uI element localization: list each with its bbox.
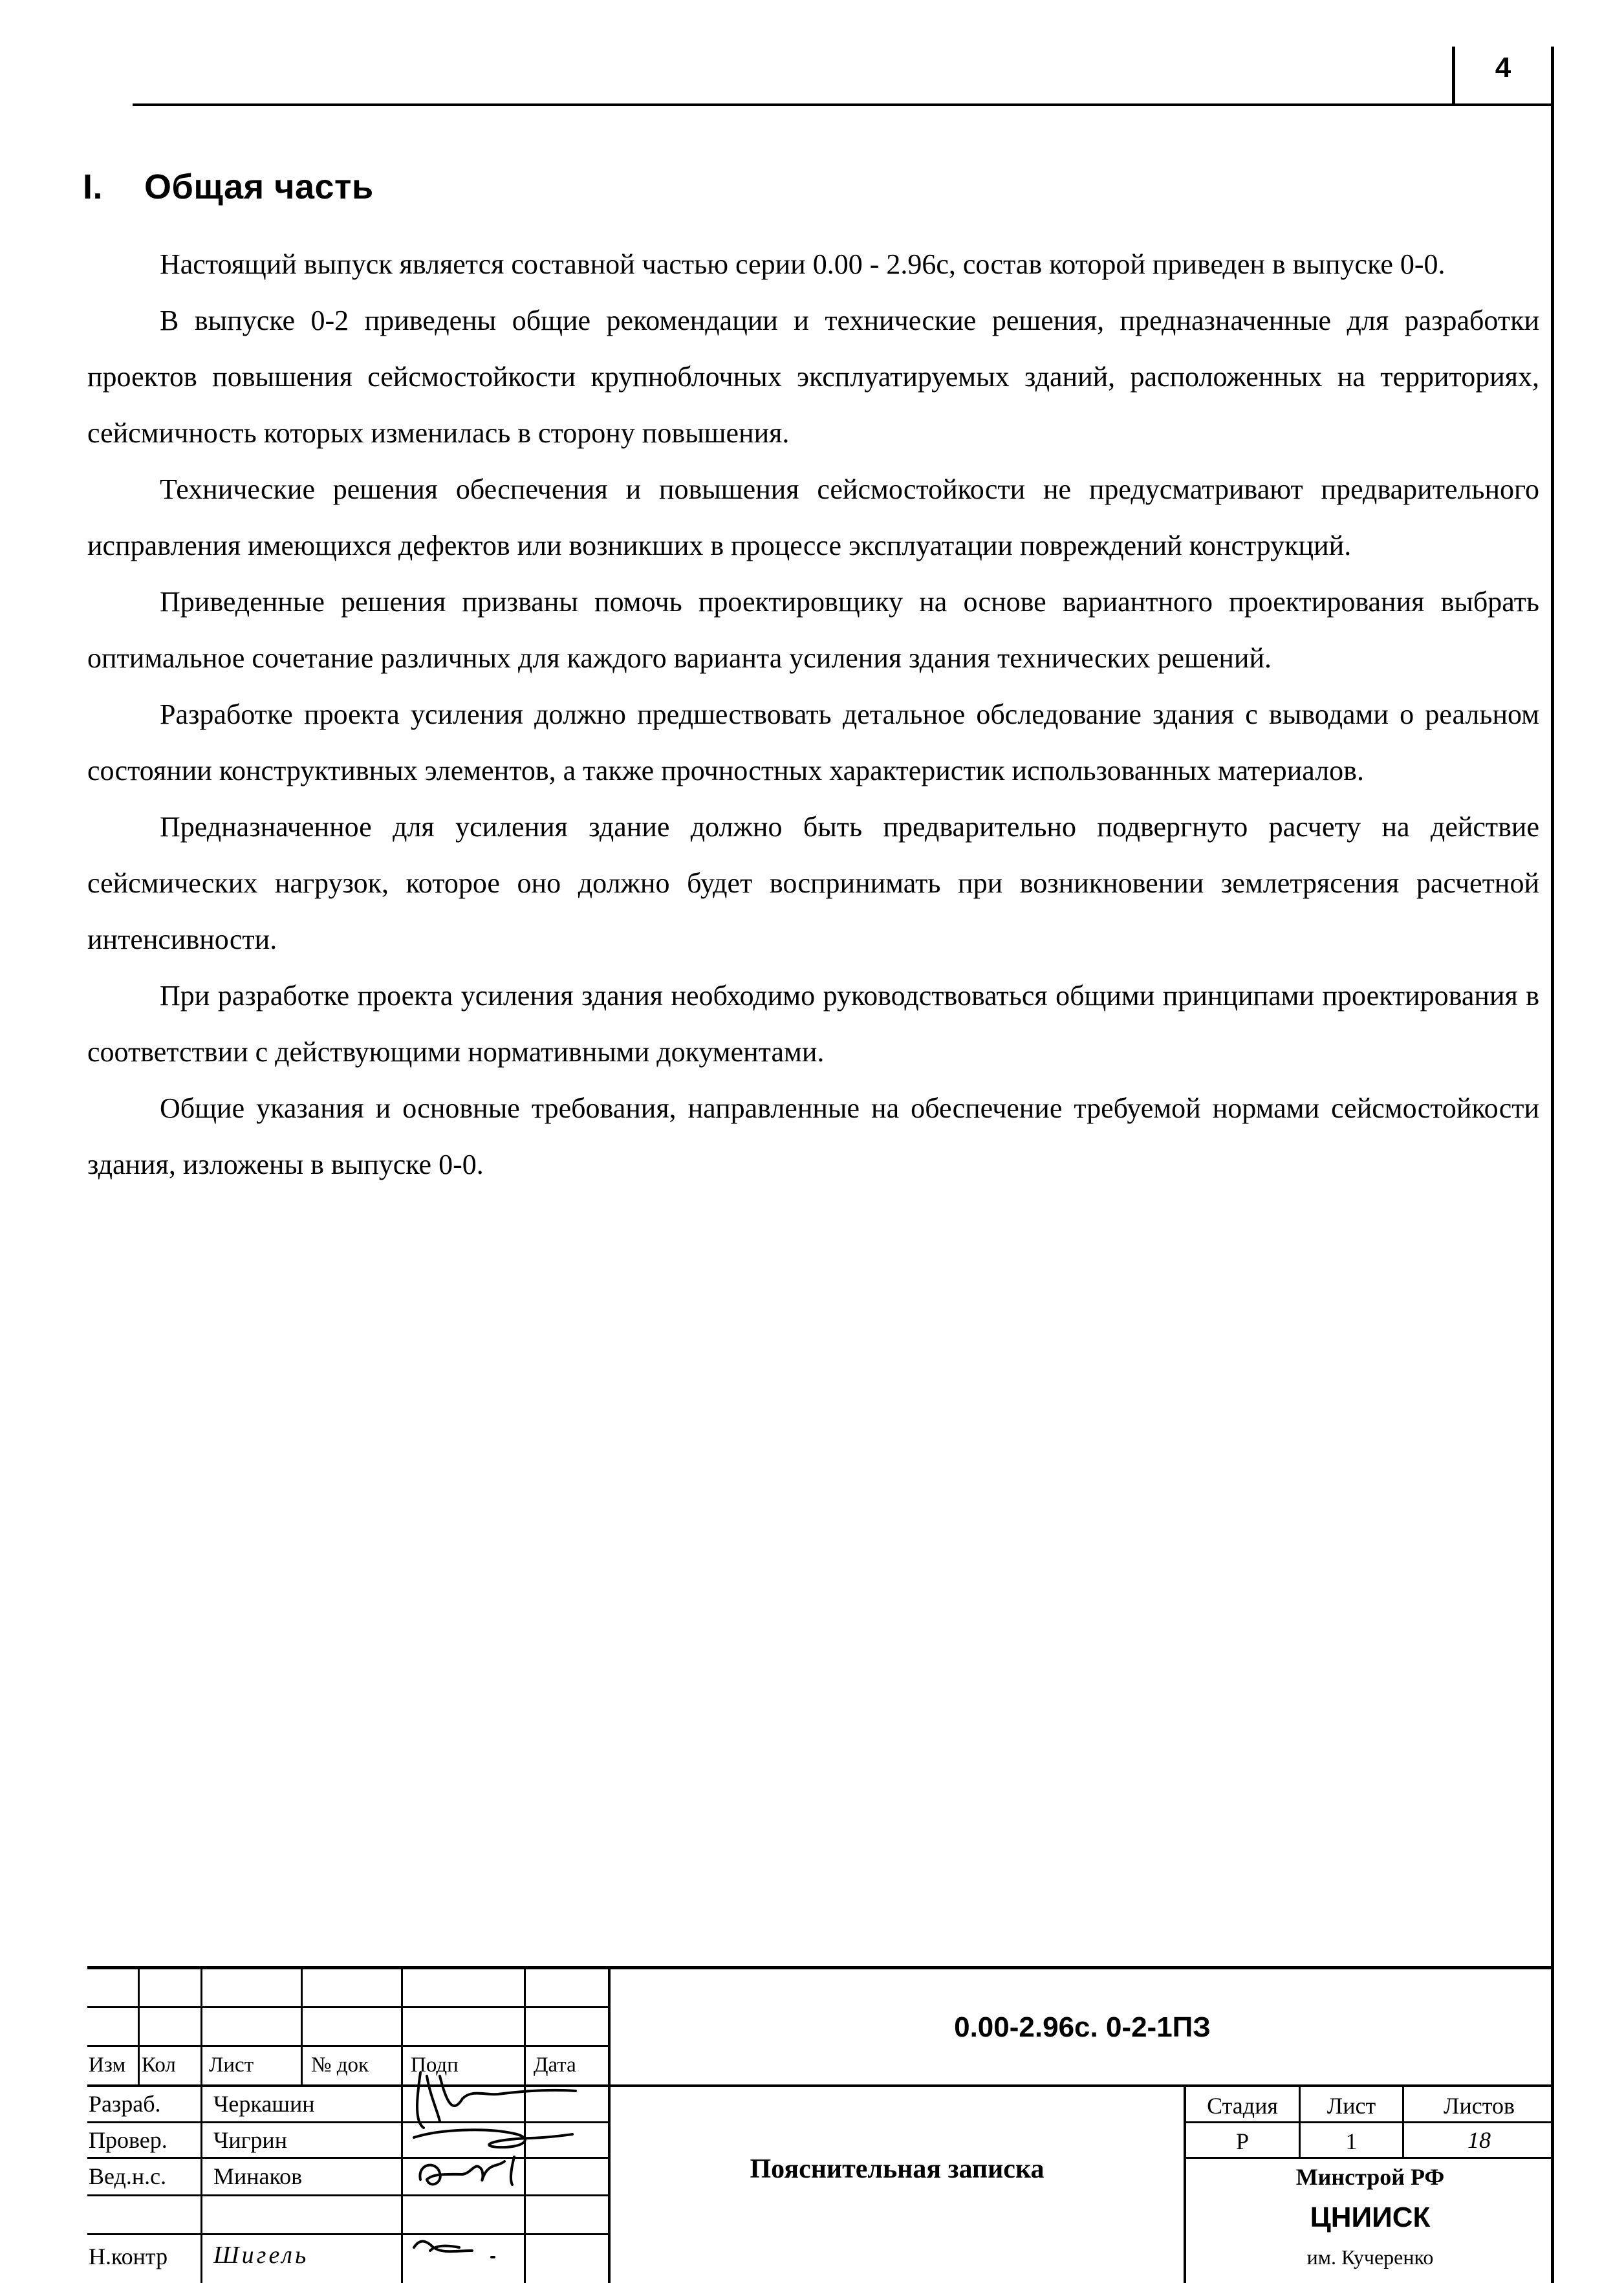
role-nkontr: Н.контр <box>89 2244 168 2269</box>
paragraph: Технические решения обеспечения и повышения сейсмостойкости не предусматривают предварительного исправления имеющихся дефектов или возникших в процессе эксплуатации повреждений конструкций. <box>87 473 1539 561</box>
header-izm: Изм <box>89 2053 126 2077</box>
body-text <box>87 236 1539 1193</box>
title-block <box>87 1966 1554 2283</box>
org-ministry: Минстрой РФ <box>1295 2164 1445 2190</box>
frame-right-border <box>1551 47 1554 2283</box>
org-institute: ЦНИИСК <box>1310 2202 1431 2233</box>
paragraph: Общие указания и основные требования, направленные на обеспечение требуемой нормами сейсмостойкости здания, изложены в выпуске 0-0. <box>87 1092 1539 1180</box>
page-number: 4 <box>1495 52 1511 83</box>
stamp-line <box>87 2006 608 2008</box>
section-title: Общая часть <box>144 168 374 206</box>
header-podp: Подп <box>411 2053 459 2077</box>
page-number-box <box>1452 47 1551 105</box>
stage-header: Стадия <box>1207 2093 1278 2119</box>
paragraph: При разработке проекта усиления здания необходимо руководствоваться общими принципами проектирования в соответствии с действующими нормативными документами. <box>87 980 1539 1068</box>
stamp-top-line <box>87 1966 1554 1969</box>
sheet-header: Лист <box>1326 2093 1376 2119</box>
name-ved: Минаков <box>213 2163 303 2189</box>
header-list: Лист <box>209 2053 254 2077</box>
sheets-value: 18 <box>1467 2127 1491 2153</box>
role-razrab: Разраб. <box>89 2091 161 2117</box>
header-data: Дата <box>534 2053 576 2077</box>
stage-value: Р <box>1235 2128 1250 2154</box>
name-razrab: Черкашин <box>213 2091 315 2117</box>
paragraph: Приведенные решения призваны помочь проектировщику на основе вариантного проектирования выбрать оптимальное сочетание различных для каждого варианта усиления здания технических решений. <box>87 586 1539 674</box>
section-number: I. <box>83 168 103 206</box>
paragraph: В выпуске 0-2 приведены общие рекомендации и технические решения, предназначенные для разработки проектов повышения сейсмостойкости крупноблочных эксплуатируемых зданий, расположенных на территориях, сейсмичность которых изменилась в сторону повышения. <box>87 305 1539 449</box>
paragraph: Разработке проекта усиления должно предшествовать детальное обследование здания с выводами о реальном состоянии конструктивных элементов, а также прочностных характеристик использованных материалов. <box>87 698 1539 786</box>
stamp-line <box>1184 2157 1554 2159</box>
org-named-after: им. Кучеренко <box>1306 2245 1434 2269</box>
name-nkontr: Шигель <box>213 2242 309 2269</box>
sheets-header: Листов <box>1444 2093 1515 2119</box>
header-ndok: № док <box>311 2053 369 2077</box>
stamp-line <box>1184 2121 1554 2123</box>
document-title: Пояснительная записка <box>750 2154 1045 2184</box>
stamp-line <box>301 1966 303 2087</box>
role-ved: Вед.н.с. <box>89 2163 167 2189</box>
stamp-line <box>138 1966 140 2087</box>
stamp-line <box>87 2084 1554 2087</box>
document-code: 0.00-2.96с. 0-2-1ПЗ <box>954 2011 1211 2043</box>
paragraph: Предназначенное для усиления здание должно быть предварительно подвергнуто расчету на действие сейсмических нагрузок, которое оно должно будет воспринимать при возникновении землетрясения расчетной интенсивности. <box>87 811 1539 955</box>
paragraph: Настоящий выпуск является составной частью серии 0.00 - 2.96с, состав которой приведен в выпуске 0-0. <box>160 248 1445 280</box>
section-heading <box>83 167 374 207</box>
name-prover: Чигрин <box>213 2127 287 2153</box>
header-kol: Кол <box>142 2053 176 2077</box>
stamp-line <box>200 1966 202 2283</box>
frame-top-rule <box>133 103 1554 106</box>
role-prover: Провер. <box>89 2127 168 2153</box>
sheet-value: 1 <box>1345 2128 1358 2154</box>
